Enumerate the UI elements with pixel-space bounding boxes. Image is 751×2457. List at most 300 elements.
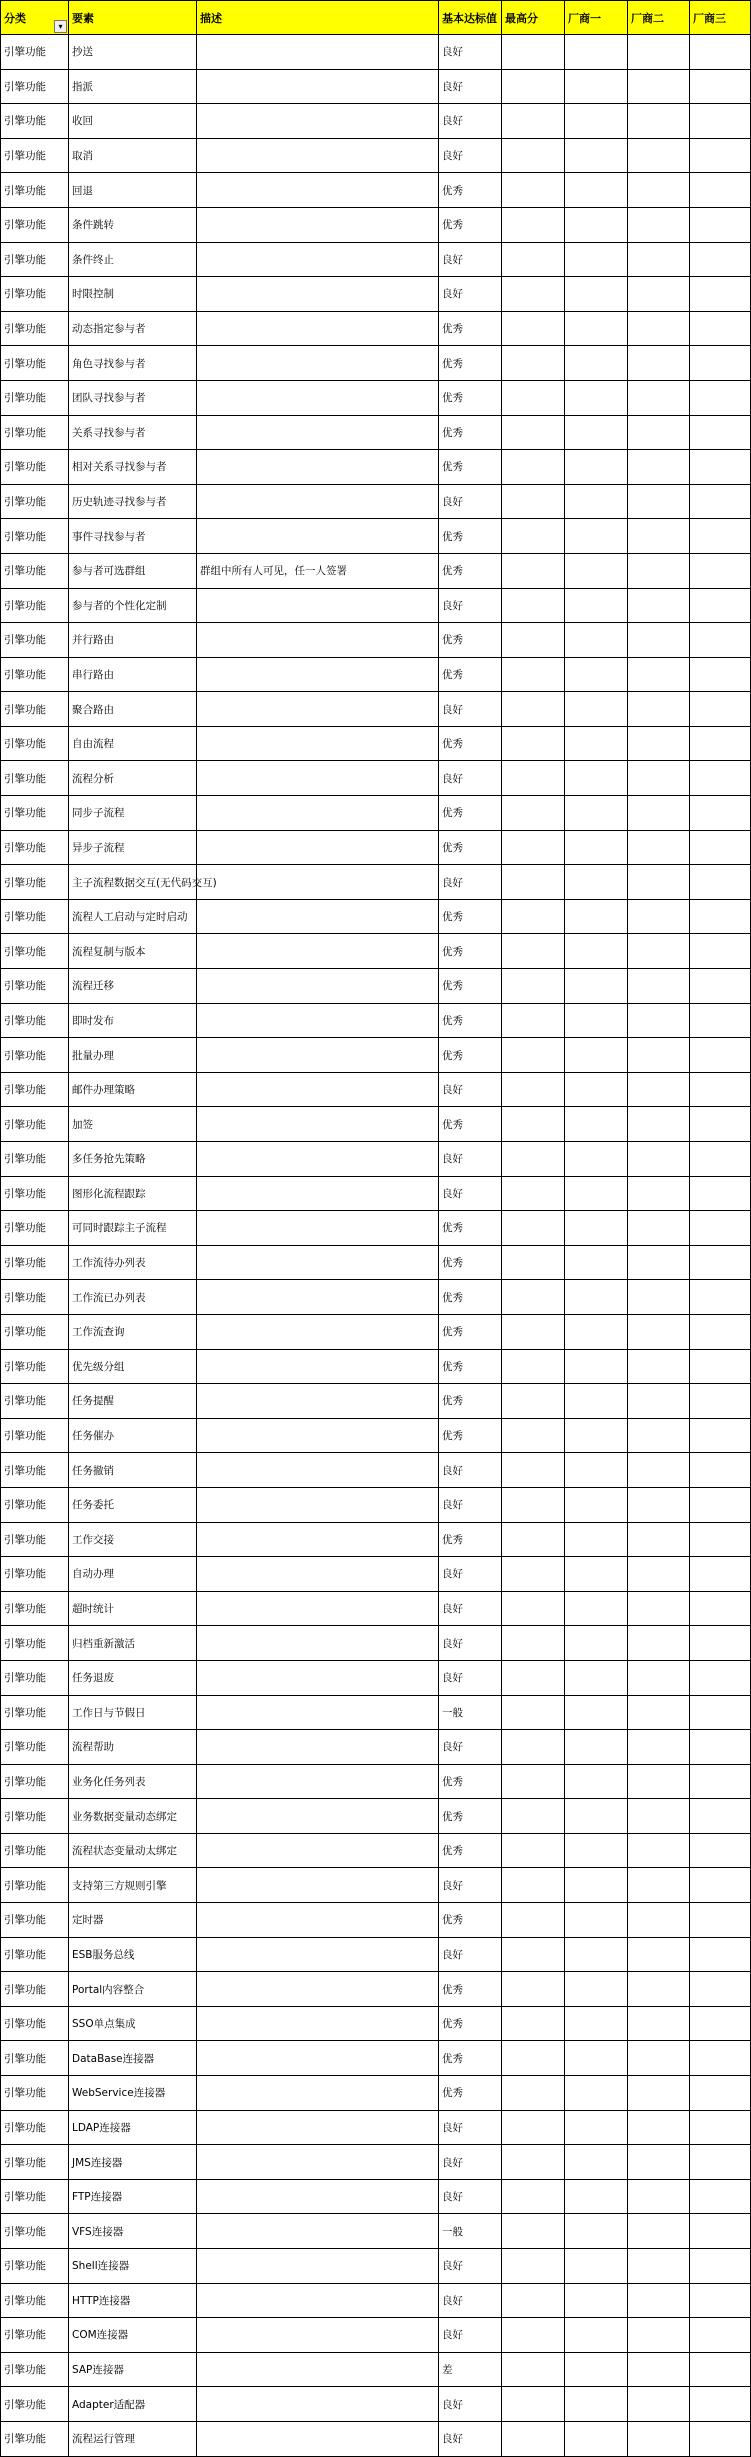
cell-vendor-1[interactable] (565, 1487, 628, 1522)
cell-category[interactable]: 引擎功能 (1, 242, 69, 277)
cell-category[interactable]: 引擎功能 (1, 1730, 69, 1765)
cell-vendor-2[interactable] (628, 1280, 690, 1315)
cell-vendor-2[interactable] (628, 2352, 690, 2387)
cell-vendor-2[interactable] (628, 2283, 690, 2318)
cell-category[interactable]: 引擎功能 (1, 726, 69, 761)
cell-vendor-3[interactable] (690, 277, 751, 312)
cell-description[interactable] (197, 1176, 439, 1211)
cell-max-score[interactable] (502, 2387, 565, 2422)
cell-vendor-1[interactable] (565, 1591, 628, 1626)
cell-description[interactable] (197, 1626, 439, 1661)
cell-vendor-3[interactable] (690, 173, 751, 208)
cell-baseline[interactable]: 优秀 (439, 1799, 502, 1834)
cell-baseline[interactable]: 优秀 (439, 1972, 502, 2007)
cell-category[interactable]: 引擎功能 (1, 1626, 69, 1661)
cell-vendor-1[interactable] (565, 2076, 628, 2111)
cell-category[interactable]: 引擎功能 (1, 519, 69, 554)
cell-category[interactable]: 引擎功能 (1, 173, 69, 208)
cell-description[interactable] (197, 519, 439, 554)
cell-vendor-3[interactable] (690, 346, 751, 381)
cell-max-score[interactable] (502, 1245, 565, 1280)
cell-description[interactable] (197, 380, 439, 415)
cell-vendor-3[interactable] (690, 2249, 751, 2284)
cell-vendor-3[interactable] (690, 1176, 751, 1211)
cell-vendor-3[interactable] (690, 1107, 751, 1142)
cell-element[interactable]: 回退 (69, 173, 197, 208)
cell-category[interactable]: 引擎功能 (1, 69, 69, 104)
cell-baseline[interactable]: 优秀 (439, 207, 502, 242)
cell-max-score[interactable] (502, 35, 565, 70)
cell-category[interactable]: 引擎功能 (1, 1211, 69, 1246)
cell-vendor-2[interactable] (628, 1453, 690, 1488)
cell-description[interactable] (197, 1211, 439, 1246)
cell-category[interactable]: 引擎功能 (1, 2214, 69, 2249)
cell-vendor-2[interactable] (628, 450, 690, 485)
cell-baseline[interactable]: 优秀 (439, 346, 502, 381)
cell-baseline[interactable]: 优秀 (439, 1211, 502, 1246)
cell-baseline[interactable]: 优秀 (439, 1280, 502, 1315)
cell-category[interactable]: 引擎功能 (1, 830, 69, 865)
cell-max-score[interactable] (502, 346, 565, 381)
cell-max-score[interactable] (502, 311, 565, 346)
cell-vendor-3[interactable] (690, 1868, 751, 1903)
cell-category[interactable]: 引擎功能 (1, 277, 69, 312)
cell-max-score[interactable] (502, 104, 565, 139)
cell-max-score[interactable] (502, 1695, 565, 1730)
cell-element[interactable]: 任务催办 (69, 1418, 197, 1453)
cell-category[interactable]: 引擎功能 (1, 311, 69, 346)
cell-vendor-3[interactable] (690, 899, 751, 934)
cell-vendor-2[interactable] (628, 830, 690, 865)
cell-baseline[interactable]: 良好 (439, 2387, 502, 2422)
cell-vendor-1[interactable] (565, 1211, 628, 1246)
cell-description[interactable] (197, 623, 439, 658)
cell-max-score[interactable] (502, 1868, 565, 1903)
cell-vendor-3[interactable] (690, 1833, 751, 1868)
cell-vendor-1[interactable] (565, 311, 628, 346)
cell-element[interactable]: 工作交接 (69, 1522, 197, 1557)
cell-vendor-1[interactable] (565, 2421, 628, 2456)
cell-baseline[interactable]: 优秀 (439, 899, 502, 934)
cell-element[interactable]: 邮件办理策略 (69, 1072, 197, 1107)
cell-category[interactable]: 引擎功能 (1, 1764, 69, 1799)
cell-category[interactable]: 引擎功能 (1, 1245, 69, 1280)
cell-baseline[interactable]: 良好 (439, 1937, 502, 1972)
cell-baseline[interactable]: 良好 (439, 865, 502, 900)
cell-category[interactable]: 引擎功能 (1, 104, 69, 139)
cell-category[interactable]: 引擎功能 (1, 1903, 69, 1938)
cell-vendor-3[interactable] (690, 1660, 751, 1695)
cell-category[interactable]: 引擎功能 (1, 484, 69, 519)
cell-vendor-2[interactable] (628, 1695, 690, 1730)
cell-category[interactable]: 引擎功能 (1, 1695, 69, 1730)
cell-vendor-3[interactable] (690, 1626, 751, 1661)
cell-max-score[interactable] (502, 553, 565, 588)
cell-description[interactable] (197, 242, 439, 277)
cell-vendor-1[interactable] (565, 1903, 628, 1938)
cell-category[interactable]: 引擎功能 (1, 2145, 69, 2180)
cell-baseline[interactable]: 优秀 (439, 1245, 502, 1280)
cell-description[interactable] (197, 830, 439, 865)
cell-vendor-1[interactable] (565, 1349, 628, 1384)
cell-vendor-1[interactable] (565, 2387, 628, 2422)
cell-description[interactable] (197, 1730, 439, 1765)
cell-vendor-1[interactable] (565, 761, 628, 796)
cell-category[interactable]: 引擎功能 (1, 1314, 69, 1349)
cell-baseline[interactable]: 良好 (439, 761, 502, 796)
cell-description[interactable] (197, 1003, 439, 1038)
cell-max-score[interactable] (502, 380, 565, 415)
cell-vendor-1[interactable] (565, 1280, 628, 1315)
cell-vendor-1[interactable] (565, 726, 628, 761)
cell-vendor-2[interactable] (628, 1972, 690, 2007)
cell-description[interactable] (197, 35, 439, 70)
cell-vendor-2[interactable] (628, 2421, 690, 2456)
cell-max-score[interactable] (502, 1038, 565, 1073)
cell-vendor-3[interactable] (690, 69, 751, 104)
cell-description[interactable]: 群组中所有人可见，任一人签署 (197, 553, 439, 588)
cell-vendor-2[interactable] (628, 1176, 690, 1211)
cell-vendor-3[interactable] (690, 2387, 751, 2422)
cell-vendor-2[interactable] (628, 1522, 690, 1557)
cell-vendor-3[interactable] (690, 484, 751, 519)
cell-category[interactable]: 引擎功能 (1, 2110, 69, 2145)
cell-category[interactable]: 引擎功能 (1, 1833, 69, 1868)
cell-vendor-3[interactable] (690, 1211, 751, 1246)
cell-max-score[interactable] (502, 1522, 565, 1557)
cell-max-score[interactable] (502, 1003, 565, 1038)
cell-vendor-2[interactable] (628, 2249, 690, 2284)
cell-description[interactable] (197, 969, 439, 1004)
cell-vendor-3[interactable] (690, 761, 751, 796)
cell-baseline[interactable]: 良好 (439, 2179, 502, 2214)
cell-baseline[interactable]: 优秀 (439, 450, 502, 485)
cell-baseline[interactable]: 优秀 (439, 1418, 502, 1453)
cell-vendor-2[interactable] (628, 2145, 690, 2180)
cell-description[interactable] (197, 1972, 439, 2007)
filter-icon[interactable]: ▾ (54, 20, 67, 33)
cell-vendor-2[interactable] (628, 415, 690, 450)
cell-baseline[interactable]: 良好 (439, 277, 502, 312)
cell-max-score[interactable] (502, 2006, 565, 2041)
cell-category[interactable]: 引擎功能 (1, 1868, 69, 1903)
cell-baseline[interactable]: 优秀 (439, 1107, 502, 1142)
cell-vendor-2[interactable] (628, 2214, 690, 2249)
cell-category[interactable]: 引擎功能 (1, 657, 69, 692)
cell-vendor-1[interactable] (565, 35, 628, 70)
cell-vendor-1[interactable] (565, 2110, 628, 2145)
cell-vendor-1[interactable] (565, 2318, 628, 2353)
cell-description[interactable] (197, 1245, 439, 1280)
cell-element[interactable]: 归档重新激活 (69, 1626, 197, 1661)
cell-element[interactable]: 条件跳转 (69, 207, 197, 242)
cell-max-score[interactable] (502, 1384, 565, 1419)
cell-category[interactable]: 引擎功能 (1, 1937, 69, 1972)
cell-element[interactable]: 超时统计 (69, 1591, 197, 1626)
cell-max-score[interactable] (502, 69, 565, 104)
cell-vendor-3[interactable] (690, 380, 751, 415)
cell-baseline[interactable]: 优秀 (439, 311, 502, 346)
cell-max-score[interactable] (502, 2076, 565, 2111)
cell-max-score[interactable] (502, 1453, 565, 1488)
cell-description[interactable] (197, 1937, 439, 1972)
cell-vendor-2[interactable] (628, 1487, 690, 1522)
cell-category[interactable]: 引擎功能 (1, 1453, 69, 1488)
cell-vendor-2[interactable] (628, 2387, 690, 2422)
cell-baseline[interactable]: 一般 (439, 1695, 502, 1730)
cell-vendor-1[interactable] (565, 2283, 628, 2318)
cell-category[interactable]: 引擎功能 (1, 796, 69, 831)
cell-element[interactable]: 任务撤销 (69, 1453, 197, 1488)
cell-max-score[interactable] (502, 1487, 565, 1522)
cell-vendor-3[interactable] (690, 1142, 751, 1177)
cell-vendor-1[interactable] (565, 553, 628, 588)
cell-vendor-2[interactable] (628, 1730, 690, 1765)
cell-max-score[interactable] (502, 2421, 565, 2456)
cell-element[interactable]: 指派 (69, 69, 197, 104)
cell-max-score[interactable] (502, 2249, 565, 2284)
cell-description[interactable] (197, 934, 439, 969)
cell-element[interactable]: 工作流待办列表 (69, 1245, 197, 1280)
cell-category[interactable]: 引擎功能 (1, 934, 69, 969)
cell-element[interactable]: 任务委托 (69, 1487, 197, 1522)
cell-element[interactable]: 角色寻找参与者 (69, 346, 197, 381)
cell-vendor-2[interactable] (628, 934, 690, 969)
cell-description[interactable] (197, 2421, 439, 2456)
cell-baseline[interactable]: 优秀 (439, 2041, 502, 2076)
cell-vendor-1[interactable] (565, 1937, 628, 1972)
cell-vendor-3[interactable] (690, 415, 751, 450)
cell-max-score[interactable] (502, 2214, 565, 2249)
cell-baseline[interactable]: 优秀 (439, 1384, 502, 1419)
cell-vendor-1[interactable] (565, 2006, 628, 2041)
cell-vendor-3[interactable] (690, 2318, 751, 2353)
cell-vendor-2[interactable] (628, 1314, 690, 1349)
cell-vendor-2[interactable] (628, 242, 690, 277)
cell-element[interactable]: 并行路由 (69, 623, 197, 658)
cell-description[interactable] (197, 588, 439, 623)
cell-max-score[interactable] (502, 1937, 565, 1972)
cell-category[interactable]: 引擎功能 (1, 1418, 69, 1453)
cell-vendor-2[interactable] (628, 1142, 690, 1177)
cell-max-score[interactable] (502, 1764, 565, 1799)
cell-category[interactable]: 引擎功能 (1, 2076, 69, 2111)
cell-vendor-2[interactable] (628, 1937, 690, 1972)
cell-element[interactable]: 异步子流程 (69, 830, 197, 865)
cell-category[interactable]: 引擎功能 (1, 35, 69, 70)
cell-description[interactable] (197, 104, 439, 139)
cell-baseline[interactable]: 优秀 (439, 1522, 502, 1557)
cell-vendor-3[interactable] (690, 519, 751, 554)
cell-element[interactable]: 自动办理 (69, 1557, 197, 1592)
cell-max-score[interactable] (502, 2041, 565, 2076)
cell-vendor-1[interactable] (565, 1176, 628, 1211)
cell-vendor-1[interactable] (565, 69, 628, 104)
cell-vendor-3[interactable] (690, 2076, 751, 2111)
cell-element[interactable]: 条件终止 (69, 242, 197, 277)
cell-baseline[interactable]: 优秀 (439, 1903, 502, 1938)
cell-category[interactable]: 引擎功能 (1, 1349, 69, 1384)
cell-max-score[interactable] (502, 1591, 565, 1626)
cell-element[interactable]: JMS连接器 (69, 2145, 197, 2180)
cell-element[interactable]: 流程人工启动与定时启动 (69, 899, 197, 934)
cell-vendor-2[interactable] (628, 1903, 690, 1938)
cell-vendor-2[interactable] (628, 657, 690, 692)
cell-vendor-2[interactable] (628, 553, 690, 588)
cell-max-score[interactable] (502, 588, 565, 623)
cell-element[interactable]: VFS连接器 (69, 2214, 197, 2249)
cell-vendor-1[interactable] (565, 1972, 628, 2007)
cell-vendor-1[interactable] (565, 380, 628, 415)
cell-vendor-1[interactable] (565, 1626, 628, 1661)
cell-element[interactable]: 团队寻找参与者 (69, 380, 197, 415)
cell-element[interactable]: 流程运行管理 (69, 2421, 197, 2456)
cell-baseline[interactable]: 良好 (439, 484, 502, 519)
cell-vendor-3[interactable] (690, 2179, 751, 2214)
cell-vendor-2[interactable] (628, 969, 690, 1004)
cell-description[interactable] (197, 1280, 439, 1315)
cell-element[interactable]: 主子流程数据交互(无代码交互) (69, 865, 197, 900)
cell-element[interactable]: Shell连接器 (69, 2249, 197, 2284)
cell-baseline[interactable]: 良好 (439, 69, 502, 104)
cell-max-score[interactable] (502, 484, 565, 519)
cell-vendor-1[interactable] (565, 899, 628, 934)
cell-description[interactable] (197, 1418, 439, 1453)
cell-vendor-1[interactable] (565, 796, 628, 831)
cell-element[interactable]: 即时发布 (69, 1003, 197, 1038)
cell-baseline[interactable]: 优秀 (439, 830, 502, 865)
cell-vendor-3[interactable] (690, 1730, 751, 1765)
cell-description[interactable] (197, 1072, 439, 1107)
cell-vendor-2[interactable] (628, 138, 690, 173)
cell-description[interactable] (197, 1384, 439, 1419)
cell-vendor-2[interactable] (628, 207, 690, 242)
cell-baseline[interactable]: 优秀 (439, 553, 502, 588)
cell-vendor-3[interactable] (690, 2283, 751, 2318)
cell-baseline[interactable]: 优秀 (439, 173, 502, 208)
cell-description[interactable] (197, 1799, 439, 1834)
cell-max-score[interactable] (502, 1660, 565, 1695)
cell-element[interactable]: 可同时跟踪主子流程 (69, 1211, 197, 1246)
cell-baseline[interactable]: 一般 (439, 2214, 502, 2249)
cell-vendor-3[interactable] (690, 1453, 751, 1488)
cell-description[interactable] (197, 1833, 439, 1868)
cell-category[interactable]: 引擎功能 (1, 969, 69, 1004)
cell-description[interactable] (197, 2110, 439, 2145)
cell-description[interactable] (197, 2318, 439, 2353)
cell-vendor-3[interactable] (690, 865, 751, 900)
cell-vendor-3[interactable] (690, 969, 751, 1004)
cell-max-score[interactable] (502, 519, 565, 554)
cell-vendor-1[interactable] (565, 277, 628, 312)
cell-vendor-1[interactable] (565, 1453, 628, 1488)
cell-max-score[interactable] (502, 450, 565, 485)
cell-vendor-1[interactable] (565, 1660, 628, 1695)
cell-description[interactable] (197, 865, 439, 900)
cell-vendor-1[interactable] (565, 1868, 628, 1903)
cell-vendor-1[interactable] (565, 969, 628, 1004)
cell-vendor-3[interactable] (690, 2110, 751, 2145)
cell-vendor-1[interactable] (565, 242, 628, 277)
cell-vendor-1[interactable] (565, 865, 628, 900)
cell-vendor-2[interactable] (628, 35, 690, 70)
cell-baseline[interactable]: 良好 (439, 1626, 502, 1661)
cell-description[interactable] (197, 1695, 439, 1730)
cell-vendor-1[interactable] (565, 830, 628, 865)
cell-vendor-1[interactable] (565, 2179, 628, 2214)
cell-element[interactable]: 优先级分组 (69, 1349, 197, 1384)
cell-baseline[interactable]: 良好 (439, 1142, 502, 1177)
cell-baseline[interactable]: 良好 (439, 242, 502, 277)
cell-element[interactable]: 工作日与节假日 (69, 1695, 197, 1730)
cell-description[interactable] (197, 207, 439, 242)
cell-baseline[interactable]: 良好 (439, 588, 502, 623)
cell-description[interactable] (197, 2006, 439, 2041)
cell-element[interactable]: DataBase连接器 (69, 2041, 197, 2076)
cell-vendor-1[interactable] (565, 1557, 628, 1592)
cell-vendor-3[interactable] (690, 2214, 751, 2249)
cell-baseline[interactable]: 优秀 (439, 726, 502, 761)
cell-baseline[interactable]: 良好 (439, 1487, 502, 1522)
cell-baseline[interactable]: 优秀 (439, 415, 502, 450)
cell-baseline[interactable]: 良好 (439, 2145, 502, 2180)
cell-vendor-3[interactable] (690, 2006, 751, 2041)
cell-vendor-2[interactable] (628, 623, 690, 658)
cell-baseline[interactable]: 良好 (439, 2318, 502, 2353)
cell-vendor-2[interactable] (628, 173, 690, 208)
cell-description[interactable] (197, 1557, 439, 1592)
cell-max-score[interactable] (502, 2110, 565, 2145)
cell-vendor-2[interactable] (628, 2110, 690, 2145)
cell-element[interactable]: 任务提醒 (69, 1384, 197, 1419)
cell-vendor-3[interactable] (690, 1072, 751, 1107)
cell-vendor-1[interactable] (565, 1418, 628, 1453)
cell-category[interactable]: 引擎功能 (1, 1487, 69, 1522)
cell-vendor-3[interactable] (690, 934, 751, 969)
cell-max-score[interactable] (502, 657, 565, 692)
cell-vendor-1[interactable] (565, 1799, 628, 1834)
cell-vendor-3[interactable] (690, 726, 751, 761)
cell-description[interactable] (197, 1868, 439, 1903)
cell-max-score[interactable] (502, 934, 565, 969)
cell-vendor-2[interactable] (628, 1072, 690, 1107)
cell-description[interactable] (197, 346, 439, 381)
cell-baseline[interactable]: 优秀 (439, 519, 502, 554)
cell-element[interactable]: 参与者可选群组 (69, 553, 197, 588)
cell-max-score[interactable] (502, 899, 565, 934)
cell-vendor-2[interactable] (628, 2318, 690, 2353)
cell-baseline[interactable]: 良好 (439, 1868, 502, 1903)
cell-element[interactable]: 流程迁移 (69, 969, 197, 1004)
cell-vendor-2[interactable] (628, 311, 690, 346)
cell-vendor-1[interactable] (565, 1384, 628, 1419)
cell-element[interactable]: 流程状态变量动太绑定 (69, 1833, 197, 1868)
cell-vendor-3[interactable] (690, 1487, 751, 1522)
cell-max-score[interactable] (502, 1903, 565, 1938)
cell-max-score[interactable] (502, 2352, 565, 2387)
cell-vendor-1[interactable] (565, 138, 628, 173)
cell-vendor-3[interactable] (690, 1384, 751, 1419)
cell-vendor-1[interactable] (565, 2249, 628, 2284)
cell-baseline[interactable]: 良好 (439, 692, 502, 727)
cell-vendor-3[interactable] (690, 2041, 751, 2076)
cell-vendor-1[interactable] (565, 2145, 628, 2180)
cell-vendor-1[interactable] (565, 623, 628, 658)
cell-vendor-2[interactable] (628, 346, 690, 381)
cell-element[interactable]: 工作流查询 (69, 1314, 197, 1349)
cell-baseline[interactable]: 良好 (439, 1453, 502, 1488)
cell-description[interactable] (197, 657, 439, 692)
